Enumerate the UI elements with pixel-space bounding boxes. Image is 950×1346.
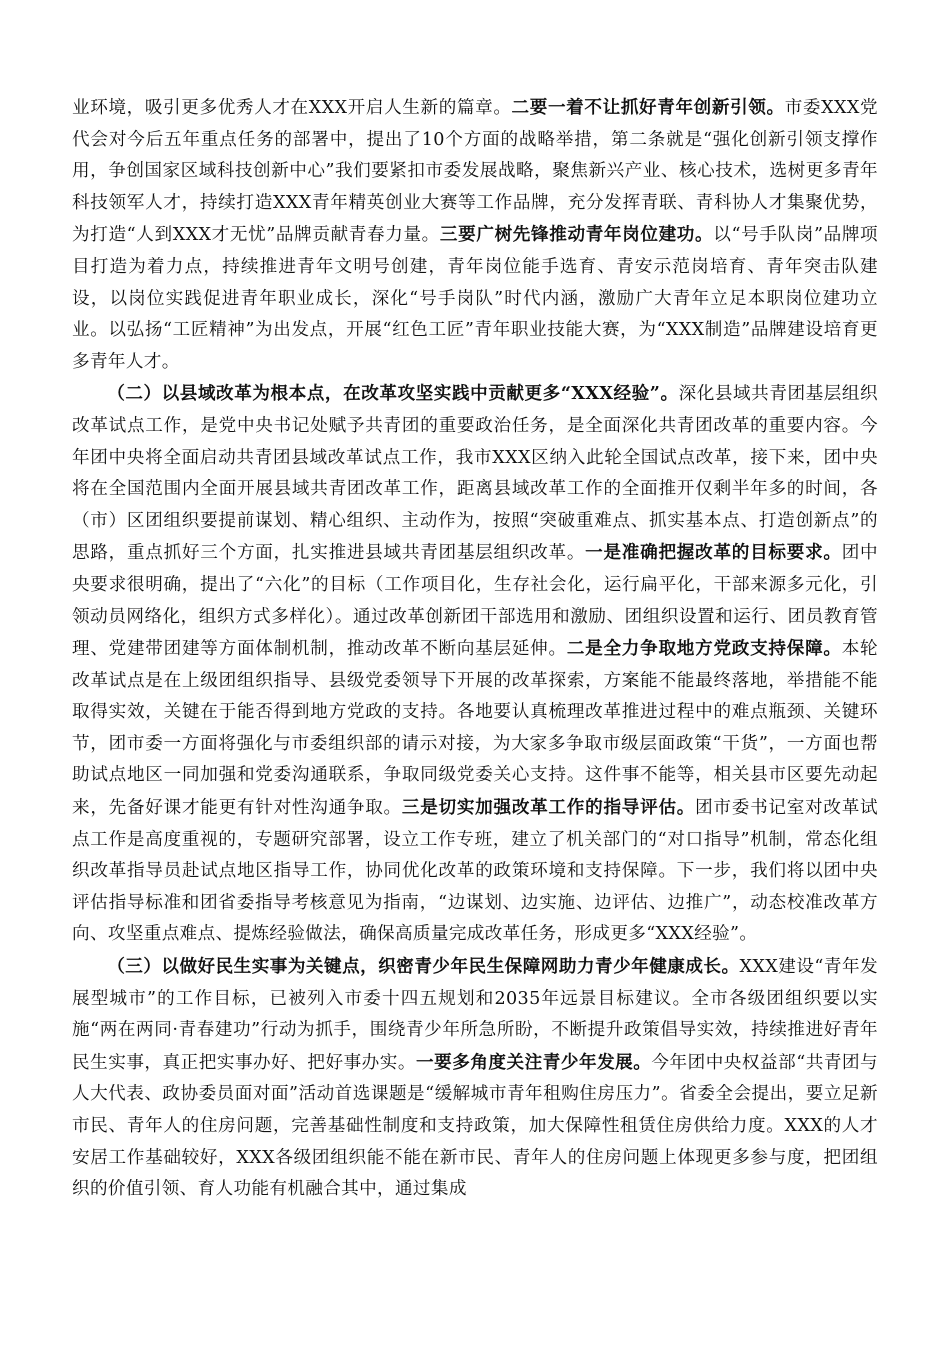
- paragraph-1-run-5: 以“号手队岗”品牌项目打造为着力点，持续推进青年文明号创建，青年岗位能手选育、青安示范岗培育、青年突击队建设，以岗位实践促进青年职业成长，深化“号手岗队”时代内涵，激励广大青年立足本职岗位建功立业。以弘扬“工匠精神”为出发点，开展“红色工匠”青年职业技能大赛，为“XXX制造”品牌建设培育更多青年人才。: [72, 225, 878, 372]
- paragraph-2-heading-3: 三是切实加强改革工作的指导评估。: [401, 797, 696, 819]
- paragraph-2-heading-2: 二是全力争取地方党政支持保障。: [566, 638, 842, 660]
- paragraph-1: [72, 92, 878, 378]
- paragraph-3-run-4: 今年团中央权益部“共青团与人大代表、政协委员面对面”活动首选课题是“缓解城市青年租购住房压力”。省委全会提出，要立足新市民、青年人的住房问题，完善基础性制度和支持政策，加大保障性租赁住房供给力度。XXX的人才安居工作基础较好，XXX各级团组织能不能在新市民、青年人的住房问题上体现更多参与度，把团组织的价值引领、育人功能有机融合其中，通过集成: [72, 1052, 879, 1200]
- paragraph-2-run-8: 团市委书记室对改革试点工作是高度重视的，专题研究部署，设立工作专班，建立了机关部门的“对口指导”机制，常态化组织改革指导员赴试点地区指导工作，协同优化改革的政策环境和支持保障。下一步，我们将以团中央评估指导标准和团省委指导考核意见为指南，“边谋划、边实施、边评估、边推广”，动态校准改革方向、攻坚重点难点、提炼经验做法，确保高质量完成改革任务，形成更多“XXX经验”。: [72, 798, 878, 945]
- paragraph-3: [72, 951, 878, 1206]
- paragraph-1-run-3: 市委XXX党代会对今后五年重点任务的部署中，提出了10个方面的战略举措，第二条就是“强化创新引领支撑作用，争创国家区域科技创新中心”我们要紧扣市委发展战略，聚焦新兴产业、核心技术，选树更多青年科技领军人才，持续打造XXX青年精英创业大赛等工作品牌，充分发挥青联、青科协人才集聚优势，为打造“人到XXX才无忧”品牌贡献青春力量。: [72, 98, 878, 246]
- paragraph-2-run-6: 本轮改革试点是在上级团组织指导、县级党委领导下开展的改革探索，方案能不能最终落地，举措能不能取得实效，关键在于能否得到地方党政的支持。各地要认真梳理改革推进过程中的难点瓶颈、关键环节，团市委一方面将强化与市委组织部的请示对接，为大家多争取市级层面政策“干货”，一方面也帮助试点地区一同加强和党委沟通联系，争取同级党委关心支持。这件事不能等，相关县市区要先动起来，先备好课才能更有针对性沟通争取。: [72, 639, 879, 819]
- paragraph-1-heading-3: 三要广树先锋推动青年岗位建功。: [439, 224, 714, 246]
- paragraph-3-run-2: XXX建设“青年发展型城市”的工作目标，已被列入市委十四五规划和2035年远景目标建议。全市各级团组织要以实施“两在两同·青春建功”行动为抓手，围绕青少年所急所盼，不断提升政策倡导实效，持续推进好青年民生实事，真正把实事办好、把好事办实。: [72, 957, 878, 1073]
- section-2-heading: （二）以县域改革为根本点，在改革攻坚实践中贡献更多“XXX经验”。: [107, 383, 679, 405]
- paragraph-2-heading-1: 一是准确把握改革的目标要求。: [585, 542, 842, 564]
- paragraph-1-run-1: 业环境，吸引更多优秀人才在XXX开启人生新的篇章。: [72, 98, 512, 118]
- section-3-heading: （三）以做好民生实事为关键点，织密青少年民生保障网助力青少年健康成长。: [107, 956, 740, 978]
- paragraph-1-heading-2: 二要一着不让抓好青年创新引领。: [511, 97, 785, 118]
- paragraph-2-run-2: 深化县域共青团基层组织改革试点工作，是党中央书记处赋予共青团的重要政治任务，是全面深化共青团改革的重要内容。今年团中央将全面启动共青团县域改革试点工作，我市XXX区纳入此轮全国试点改革，接下来，团中央将在全国范围内全面开展县域共青团改革工作，距离县域改革工作的全面推开仅剩半年多的时间，各（市）区团组织要提前谋划、精心组织、主动作为，按照“突破重难点、抓实基本点、打造创新点”的思路，重点抓好三个方面，扎实推进县域共青团基层组织改革。: [72, 384, 878, 564]
- paragraph-2: [72, 378, 878, 951]
- paragraph-3-heading-1: 一要多角度关注青少年发展。: [416, 1051, 652, 1073]
- paragraph-2-run-4: 团中央要求很明确，提出了“六化”的目标（工作项目化，生存社会化，运行扁平化，干部来源多元化，引领动员网络化，组织方式多样化）。通过改革创新团干部选用和激励、团组织设置和运行、团员教育管理、党建带团建等方面体制机制，推动改革不断向基层延伸。: [72, 543, 879, 660]
